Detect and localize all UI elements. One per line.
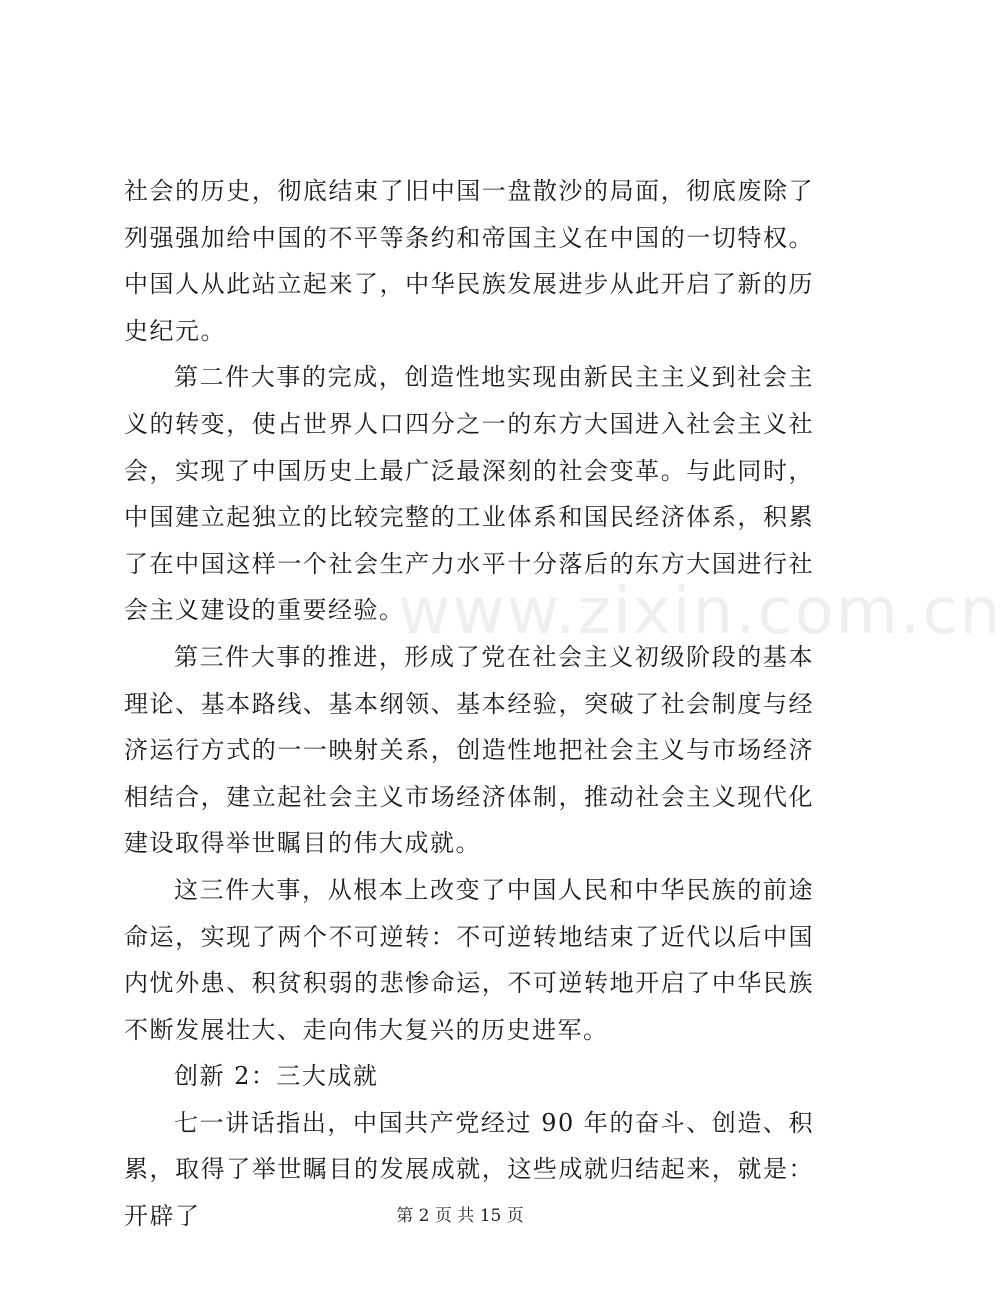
watermark: www.zixin.com.cn [398, 575, 1002, 649]
page-footer: 第 2 页 共 15 页 [396, 1206, 524, 1226]
paragraph-5: 七一讲话指出，中国共产党经过 90 年的奋斗、创造、积累，取得了举世瞩目的发展成就，这些成就归结起来，就是：开辟了 [124, 1108, 814, 1231]
paragraph-3: 第三件大事的推进，形成了党在社会主义初级阶段的基本理论、基本路线、基本纲领、基本经验，突破了社会制度与经济运行方式的一一映射关系，创造性地把社会主义与市场经济相结合，建立起社会主义市场经济体制，推动社会主义现代化建设取得举世瞩目的伟大成就。 [124, 642, 814, 858]
paragraph-1: 社会的历史，彻底结束了旧中国一盘散沙的局面，彻底废除了列强强加给中国的不平等条约和帝国主义在中国的一切特权。中国人从此站立起来了，中华民族发展进步从此开启了新的历史纪元。 [124, 177, 814, 345]
document-body [124, 168, 814, 1240]
section-heading: 创新 2：三大成就 [174, 1062, 379, 1091]
paragraph-2: 第二件大事的完成，创造性地实现由新民主主义到社会主义的转变，使占世界人口四分之一的东方大国进入社会主义社会，实现了中国历史上最广泛最深刻的社会变革。与此同时，中国建立起独立的比较完整的工业体系和国民经济体系，积累了在中国这样一个社会生产力水平十分落后的东方大国进行社会主义建设的重要经验。 [124, 363, 814, 625]
paragraph-4: 这三件大事，从根本上改变了中国人民和中华民族的前途命运，实现了两个不可逆转：不可逆转地结束了近代以后中国内忧外患、积贫积弱的悲惨命运，不可逆转地开启了中华民族不断发展壮大、走向伟大复兴的历史进军。 [124, 875, 814, 1044]
